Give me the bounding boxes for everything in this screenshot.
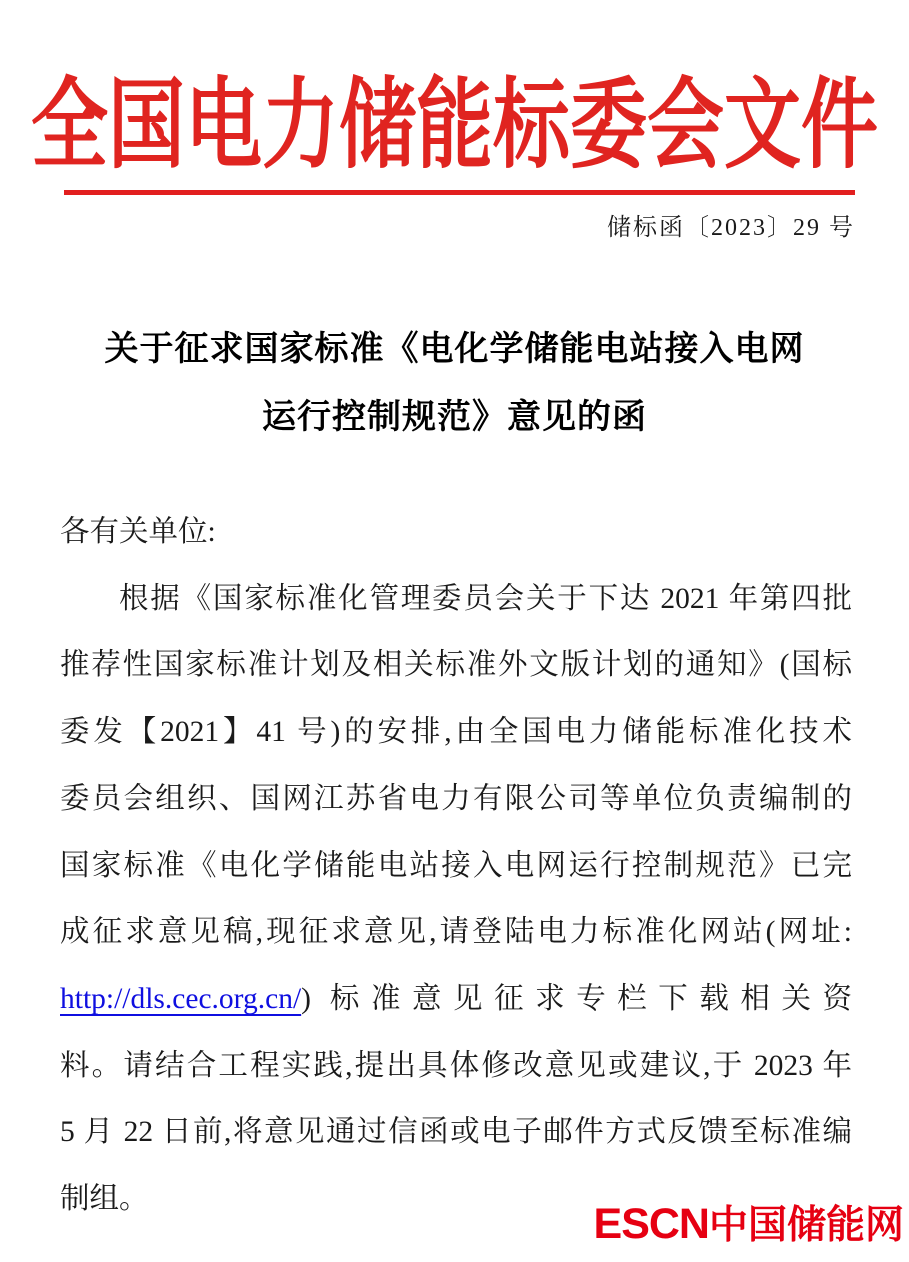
body-line: [60, 632, 852, 699]
body-line: [60, 966, 852, 1033]
body-text-segment: 各有关单位:: [60, 516, 216, 548]
body-line: [60, 766, 852, 833]
body-line: [60, 699, 852, 766]
body-line: [60, 566, 852, 633]
body-text-segment: ) 标准意见征求专栏下载相关资: [301, 982, 852, 1015]
body-text-segment: 委员会组织、国网江苏省电力有限公司等单位负责编制的: [60, 782, 852, 815]
body-text-segment: 委发【2021】41 号)的安排,由全国电力储能标准化技术: [60, 716, 852, 749]
document-title-line-2: 运行控制规范》意见的函: [262, 399, 647, 436]
letterhead-divider: [64, 190, 855, 195]
body-text-segment: 5 月 22 日前,将意见通过信函或电子邮件方式反馈至标准编: [60, 1116, 852, 1149]
letterhead-title: 全国电力储能标委会文件: [31, 70, 878, 181]
body-text-segment: 成征求意见稿,现征求意见,请登陆电力标准化网站(网址:: [60, 916, 852, 949]
body-text-segment: 料。请结合工程实践,提出具体修改意见或建议,于 2023 年: [60, 1049, 852, 1082]
body-text-segment: 推荐性国家标准计划及相关标准外文版计划的通知》(国标: [60, 649, 852, 682]
body-line: [60, 1033, 852, 1100]
body-line: [60, 1099, 852, 1166]
standards-site-link[interactable]: http://dls.cec.org.cn/: [60, 982, 302, 1015]
body-line: [60, 899, 852, 966]
document-title: [0, 316, 909, 452]
document-title-line-1: 关于征求国家标准《电化学储能电站接入电网: [104, 331, 805, 368]
escn-watermark-logo: [594, 1202, 904, 1256]
body-text-segment: 根据《国家标准化管理委员会关于下达 2021 年第四批: [119, 582, 852, 615]
body-text-segment: 国家标准《电化学储能电站接入电网运行控制规范》已完: [60, 849, 852, 882]
body-line: [60, 833, 852, 900]
escn-logo-latin: ESCN: [593, 1200, 709, 1248]
body-text-segment: 制组。: [60, 1183, 149, 1216]
document-number: 储标函〔2023〕29 号: [607, 215, 855, 241]
body-line: [60, 499, 852, 566]
document-body: [60, 499, 852, 1233]
escn-logo-chinese: 中国储能网: [708, 1204, 904, 1247]
